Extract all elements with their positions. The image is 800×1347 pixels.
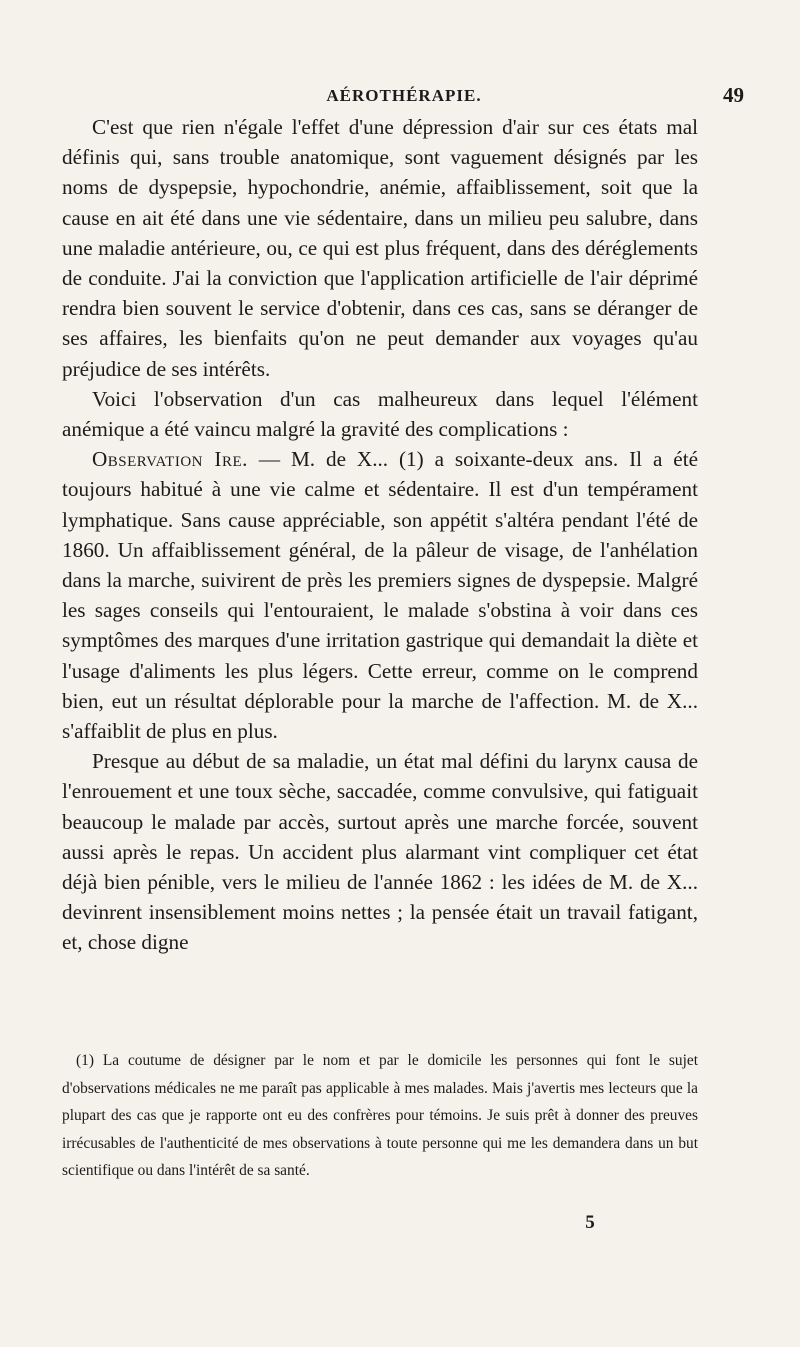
paragraph-3-text: — M. de X... (1) a soixante-deux ans. Il a été toujours habitué à une vie calme et sédentaire. Il est d'un tempérament lymphatique. Sans cause appréciable, son appétit s'altéra pendant l'été de 1860. Un affaiblissement général, de la pâleur de visage, de l'anhélation dans la marche, suivirent de près les premiers signes de dyspepsie. Malgré les sages conseils qui l'entouraient, le malade s'obstina à voir dans ces symptômes des marques d'une irritation gastrique qui demandait la diète et l'usage d'aliments les plus légers. Cette erreur, comme on le comprend bien, eut un résultat déplorable pour la marche de l'affection. M. de X... s'affaiblit de plus en plus. (62, 447, 698, 744)
footnote (62, 1047, 698, 1185)
footnote-text: (1) La coutume de désigner par le nom et par le domicile les personnes qui font le sujet d'observations médicales ne me paraît pas applicable à mes malades. Mais j'avertis mes lecteurs que la plupart des cas que je rapporte ont eu des confrères pour témoins. Je suis prêt à donner des preuves irrécusables de l'authenticité de mes observations à toute personne qui me les demandera dans un but scientifique ou dans l'intérêt de sa santé. (62, 1052, 698, 1179)
paragraph-2: Voici l'observation d'un cas malheureux dans lequel l'élément anémique a été vaincu malgré la gravité des complications : (62, 386, 698, 442)
observation-label: Observation Ire. (92, 447, 248, 472)
body-text (62, 112, 698, 958)
paragraph-1: C'est que rien n'égale l'effet d'une dépression d'air sur ces états mal définis qui, sans trouble anatomique, sont vaguement désignés par les noms de dyspepsie, hypochondrie, anémie, affaiblissement, soit que la cause en ait été dans une vie sédentaire, dans un milieu peu salubre, dans une maladie antérieure, ou, ce qui est plus fréquent, dans des déréglements de conduite. J'ai la conviction que l'application artificielle de l'air déprimé rendra bien souvent le service d'obtenir, dans ces cas, sans se déranger de ses affaires, les bienfaits qu'on ne peut demander aux voyages qu'au préjudice de ses intérêts. (62, 115, 698, 381)
paragraph-3 (62, 444, 698, 746)
running-head (64, 83, 744, 112)
running-title: AÉROTHÉRAPIE. (326, 86, 482, 105)
page-number: 49 (723, 83, 744, 107)
paragraph-4: Presque au début de sa maladie, un état mal défini du larynx causa de l'enrouement et une toux sèche, saccadée, comme convulsive, qui fatiguait beaucoup le malade par accès, surtout après une marche forcée, souvent aussi après le repas. Un accident plus alarmant vint compliquer cet état déjà bien pénible, vers le milieu de l'année 1862 : les idées de M. de X... devinrent insensiblement moins nettes ; la pensée était un travail fatigant, et, chose digne (62, 749, 698, 955)
signature-mark: 5 (585, 1212, 595, 1233)
